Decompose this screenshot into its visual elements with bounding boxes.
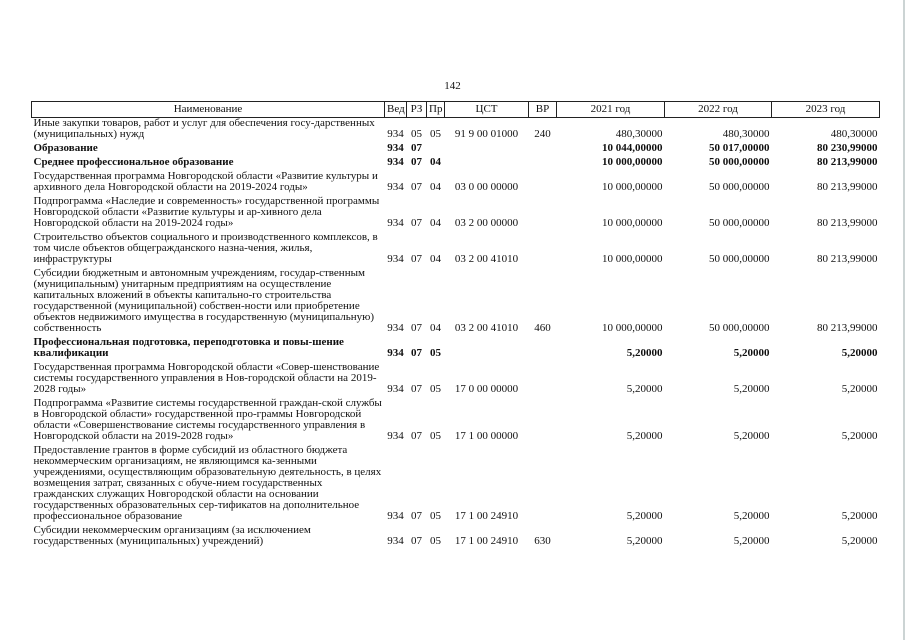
cell-rz: 05 [411,128,422,140]
cell-rz: 07 [411,510,422,522]
cell-name: Среднее профессиональное образование [33,156,234,168]
table-row [32,168,880,193]
cell-y2022: 50 000,00000 [709,181,770,193]
header-2022: 2022 год [665,102,772,118]
cell-y2023: 5,20000 [841,347,878,359]
header-name: Наименование [32,102,385,118]
table-row [32,522,880,547]
cell-name: Подпрограмма «Наследие и современность» государственной программы Новгородской области «Развитие культуры и ар-хивного дела Новгородской области на 2019-2024 годы» [33,195,380,229]
cell-vr [529,229,557,265]
cell-name: Профессиональная подготовка, переподготовка и повы-шение квалификации [33,336,344,359]
cell-y2023: 80 213,99000 [817,322,878,334]
cell-rz: 07 [411,253,422,265]
cell-vr [529,168,557,193]
budget-table [31,101,880,547]
table-row [32,193,880,229]
cell-y2022: 480,30000 [722,128,770,140]
cell-vr: 460 [534,322,551,334]
cell-pr: 05 [430,128,441,140]
header-ved: Вед [385,102,407,118]
cell-name: Государственная программа Новгородской области «Совер-шенствование системы государственного управления в Нов-городской области на 2019-2028 годы» [33,361,380,395]
cell-vr [529,334,557,359]
cell-pr: 04 [430,322,441,334]
table-row [32,229,880,265]
cell-name: Подпрограмма «Развитие системы государственной граждан-ской службы в Новгородской области» государственной про-граммы Новгородской области «Совершенствование системы государственного управления в Новгородской области на 2019-2028 годы» [33,397,382,442]
cell-ved: 934 [387,181,404,193]
cell-cst: 03 2 00 00000 [454,217,519,229]
cell-y2023: 80 230,99000 [817,142,878,154]
cell-pr: 05 [430,430,441,442]
cell-name: Субсидии некоммерческим организациям (за исключением государственных (муниципальных) учреждений) [33,524,311,547]
cell-y2022: 5,20000 [733,383,770,395]
cell-vr [529,359,557,395]
cell-y2021: 10 000,00000 [602,253,663,265]
cell-pr: 05 [430,535,441,547]
cell-pr: 04 [430,217,441,229]
header-pr: Пр [427,102,445,118]
cell-y2022: 50 000,00000 [709,322,770,334]
cell-vr: 240 [534,128,551,140]
cell-name: Образование [33,142,98,154]
cell-pr: 04 [430,156,441,168]
table-row [32,140,880,154]
cell-cst [445,334,529,359]
cell-ved: 934 [387,510,404,522]
cell-rz: 07 [411,217,422,229]
cell-y2023: 480,30000 [830,128,878,140]
cell-y2022: 50 000,00000 [709,217,770,229]
cell-y2021: 5,20000 [626,535,663,547]
cell-cst: 03 2 00 41010 [454,322,519,334]
cell-y2021: 10 000,00000 [602,156,663,168]
header-2023: 2023 год [772,102,880,118]
cell-pr: 05 [430,383,441,395]
cell-y2023: 80 213,99000 [817,253,878,265]
cell-ved: 934 [387,253,404,265]
cell-vr [529,193,557,229]
cell-vr [529,140,557,154]
cell-ved: 934 [387,156,404,168]
cell-cst: 17 1 00 24910 [454,510,519,522]
cell-rz: 07 [411,430,422,442]
cell-vr: 630 [534,535,551,547]
cell-ved: 934 [387,128,404,140]
cell-cst: 91 9 00 01000 [454,128,519,140]
cell-rz: 07 [411,322,422,334]
cell-rz: 07 [411,156,422,168]
cell-y2021: 5,20000 [626,347,663,359]
cell-y2022: 5,20000 [733,510,770,522]
cell-ved: 934 [387,430,404,442]
cell-cst: 17 1 00 00000 [454,430,519,442]
table-row [32,334,880,359]
cell-cst: 17 0 00 00000 [454,383,519,395]
cell-y2023: 5,20000 [841,430,878,442]
page-number: 142 [444,80,461,92]
cell-y2023: 5,20000 [841,535,878,547]
cell-y2022: 50 000,00000 [709,253,770,265]
cell-pr: 05 [430,347,441,359]
cell-ved: 934 [387,347,404,359]
cell-y2021: 10 044,00000 [602,142,663,154]
cell-pr: 04 [430,253,441,265]
table-row [32,154,880,168]
cell-y2021: 10 000,00000 [602,217,663,229]
cell-cst: 03 2 00 41010 [454,253,519,265]
cell-ved: 934 [387,142,404,154]
cell-vr [529,442,557,522]
cell-ved: 934 [387,322,404,334]
table-body [32,118,880,548]
cell-y2022: 50 017,00000 [709,142,770,154]
cell-ved: 934 [387,217,404,229]
header-2021: 2021 год [557,102,665,118]
cell-y2022: 5,20000 [733,347,770,359]
cell-ved: 934 [387,535,404,547]
header-rz: РЗ [407,102,427,118]
cell-rz: 07 [411,535,422,547]
cell-pr: 04 [430,181,441,193]
cell-y2023: 80 213,99000 [817,181,878,193]
table-row [32,442,880,522]
header-vr: ВР [529,102,557,118]
cell-rz: 07 [411,383,422,395]
cell-y2022: 50 000,00000 [709,156,770,168]
cell-pr: 05 [430,510,441,522]
cell-name: Субсидии бюджетным и автономным учреждениям, государ-ственным (муниципальным) унитарным предприятиям на осуществление капитальных вложений в объекты капитально-го строительства государственной (муниципальной) собствен-ности или приобретение объектов недвижимого имущества в государственную (муниципальную) собственность [33,267,375,334]
cell-y2021: 10 000,00000 [602,322,663,334]
cell-name: Иные закупки товаров, работ и услуг для обеспечения госу-дарственных (муниципальных) нужд [33,117,375,140]
table-header-row [32,102,880,118]
cell-ved: 934 [387,383,404,395]
cell-y2023: 80 213,99000 [817,217,878,229]
cell-y2021: 10 000,00000 [602,181,663,193]
table-row [32,395,880,442]
table-row [32,118,880,141]
cell-y2021: 5,20000 [626,510,663,522]
cell-y2023: 5,20000 [841,510,878,522]
cell-y2021: 5,20000 [626,383,663,395]
cell-rz: 07 [411,347,422,359]
cell-y2022: 5,20000 [733,535,770,547]
cell-rz: 07 [411,181,422,193]
cell-vr [529,154,557,168]
cell-y2021: 480,30000 [615,128,663,140]
header-cst: ЦСТ [445,102,529,118]
cell-y2023: 5,20000 [841,383,878,395]
cell-cst: 03 0 00 00000 [454,181,519,193]
cell-name: Государственная программа Новгородской области «Развитие культуры и архивного дела Новгородской области на 2019-2024 годы» [33,170,378,193]
table-row [32,359,880,395]
cell-name: Строительство объектов социального и производственного комплексов, в том числе объектов общегражданского назна-чения, жилья, инфраструктуры [33,231,378,265]
cell-y2021: 5,20000 [626,430,663,442]
cell-pr [427,140,445,154]
table-row [32,265,880,334]
cell-name: Предоставление грантов в форме субсидий из областного бюджета некоммерческим организациям, не являющимся ка-зенными учреждениями, осуществляющим образовательную деятельность, в целях возмещения затрат, связанных с обуче-нием государственных гражданских служащих Новгородской области на основании государственных образовательных сер-тификатов на дополнительное профессиональное образование [33,444,382,522]
cell-y2023: 80 213,99000 [817,156,878,168]
cell-cst [445,140,529,154]
cell-cst: 17 1 00 24910 [454,535,519,547]
cell-cst [445,154,529,168]
cell-rz: 07 [411,142,422,154]
cell-y2022: 5,20000 [733,430,770,442]
cell-vr [529,395,557,442]
